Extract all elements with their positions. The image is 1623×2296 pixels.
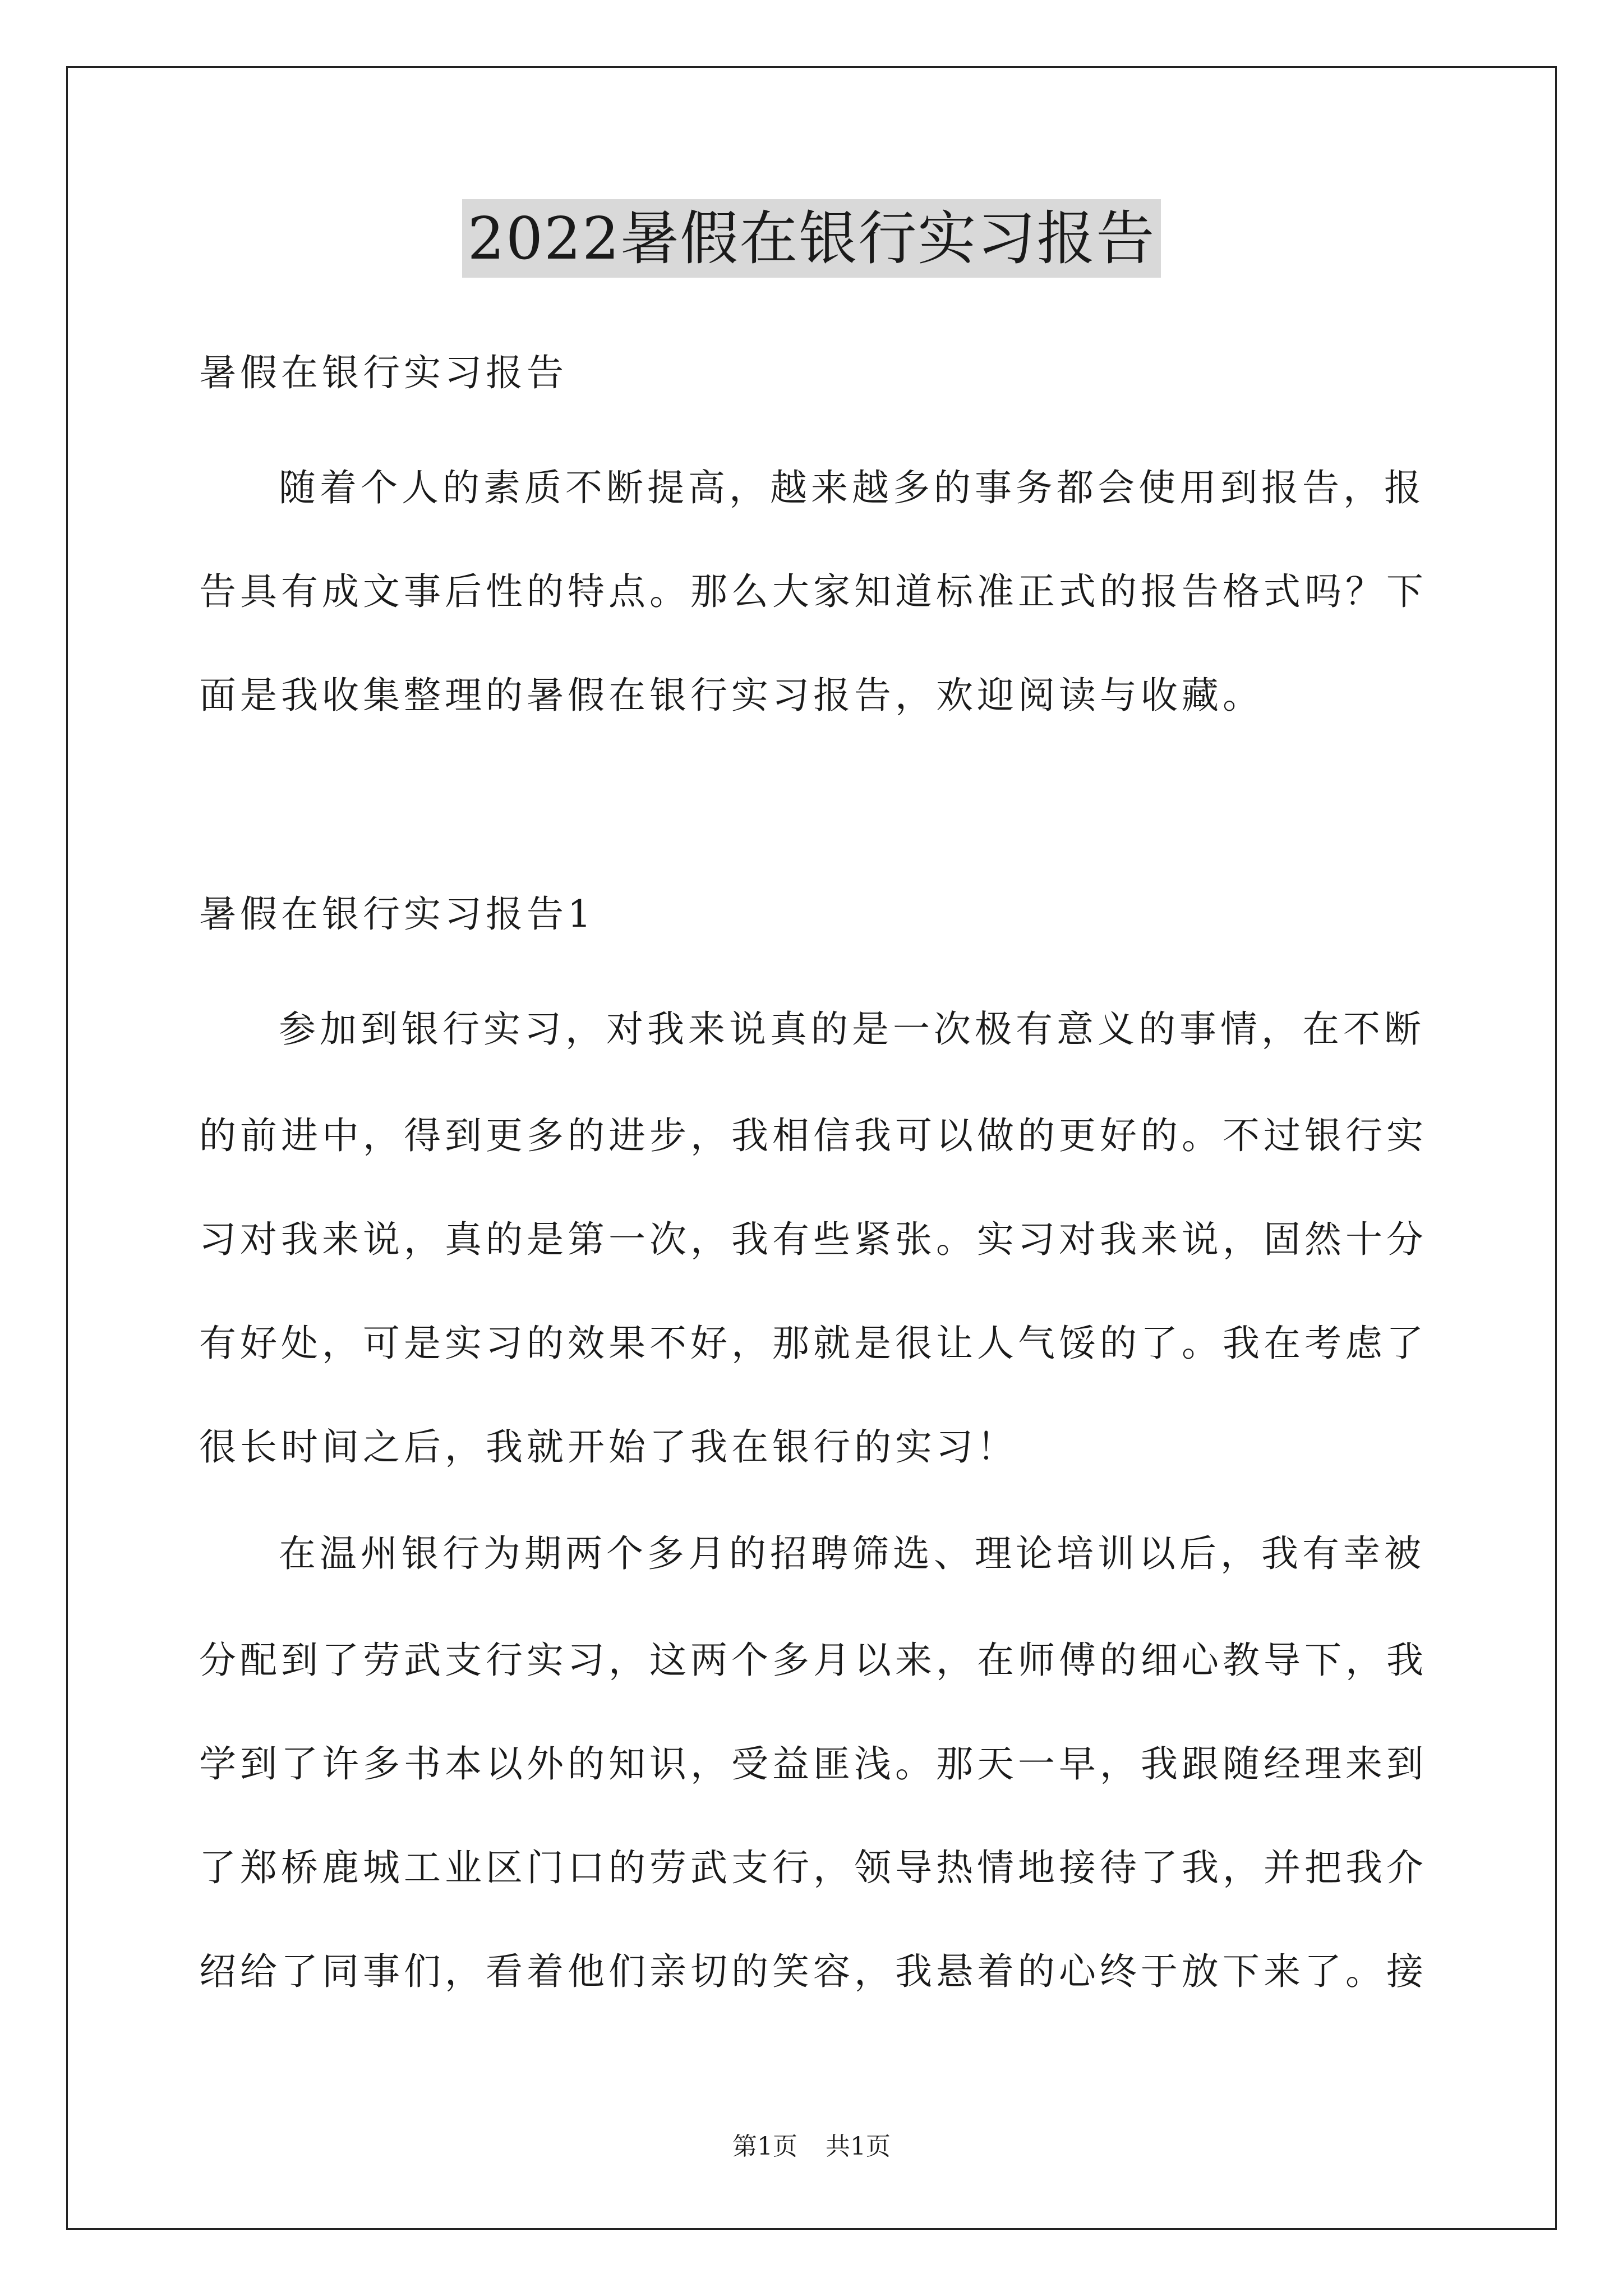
paragraph1-line: 有好处，可是实习的效果不好，那就是很让人气馁的了。我在考虑了 xyxy=(199,1322,1427,1365)
paragraph2-line: 了郑桥鹿城工业区门口的劳武支行，领导热情地接待了我，并把我介 xyxy=(199,1846,1427,1889)
title-container xyxy=(0,199,1623,278)
paragraph2-line: 学到了许多书本以外的知识，受益匪浅。那天一早，我跟随经理来到 xyxy=(199,1742,1427,1786)
paragraph1-line: 的前进中，得到更多的进步，我相信我可以做的更好的。不过银行实 xyxy=(199,1114,1427,1157)
paragraph1-line: 参加到银行实习，对我来说真的是一次极有意义的事情，在不断 xyxy=(279,1007,1425,1051)
page-total: 共1页 xyxy=(826,2132,891,2161)
paragraph1-line: 习对我来说，真的是第一次，我有些紧张。实习对我来说，固然十分 xyxy=(199,1218,1427,1261)
section-heading: 暑假在银行实习报告1 xyxy=(199,892,595,936)
paragraph2-line: 在温州银行为期两个多月的招聘筛选、理论培训以后，我有幸被 xyxy=(279,1532,1425,1575)
paragraph1-line: 很长时间之后，我就开始了我在银行的实习！ xyxy=(199,1425,1018,1469)
intro-line: 告具有成文事后性的特点。那么大家知道标准正式的报告格式吗？下 xyxy=(199,570,1427,613)
document-title: 2022暑假在银行实习报告 xyxy=(462,199,1161,278)
intro-line: 随着个人的素质不断提高，越来越多的事务都会使用到报告，报 xyxy=(279,466,1425,509)
paragraph2-line: 分配到了劳武支行实习，这两个多月以来，在师傅的细心教导下，我 xyxy=(199,1639,1427,1682)
intro-line: 面是我收集整理的暑假在银行实习报告，欢迎阅读与收藏。 xyxy=(199,674,1264,717)
page-footer xyxy=(0,2126,1623,2162)
page-number: 第1页 xyxy=(732,2132,797,2161)
subtitle: 暑假在银行实习报告 xyxy=(199,351,568,394)
paragraph2-line: 绍给了同事们，看着他们亲切的笑容，我悬着的心终于放下来了。接 xyxy=(199,1950,1427,1993)
